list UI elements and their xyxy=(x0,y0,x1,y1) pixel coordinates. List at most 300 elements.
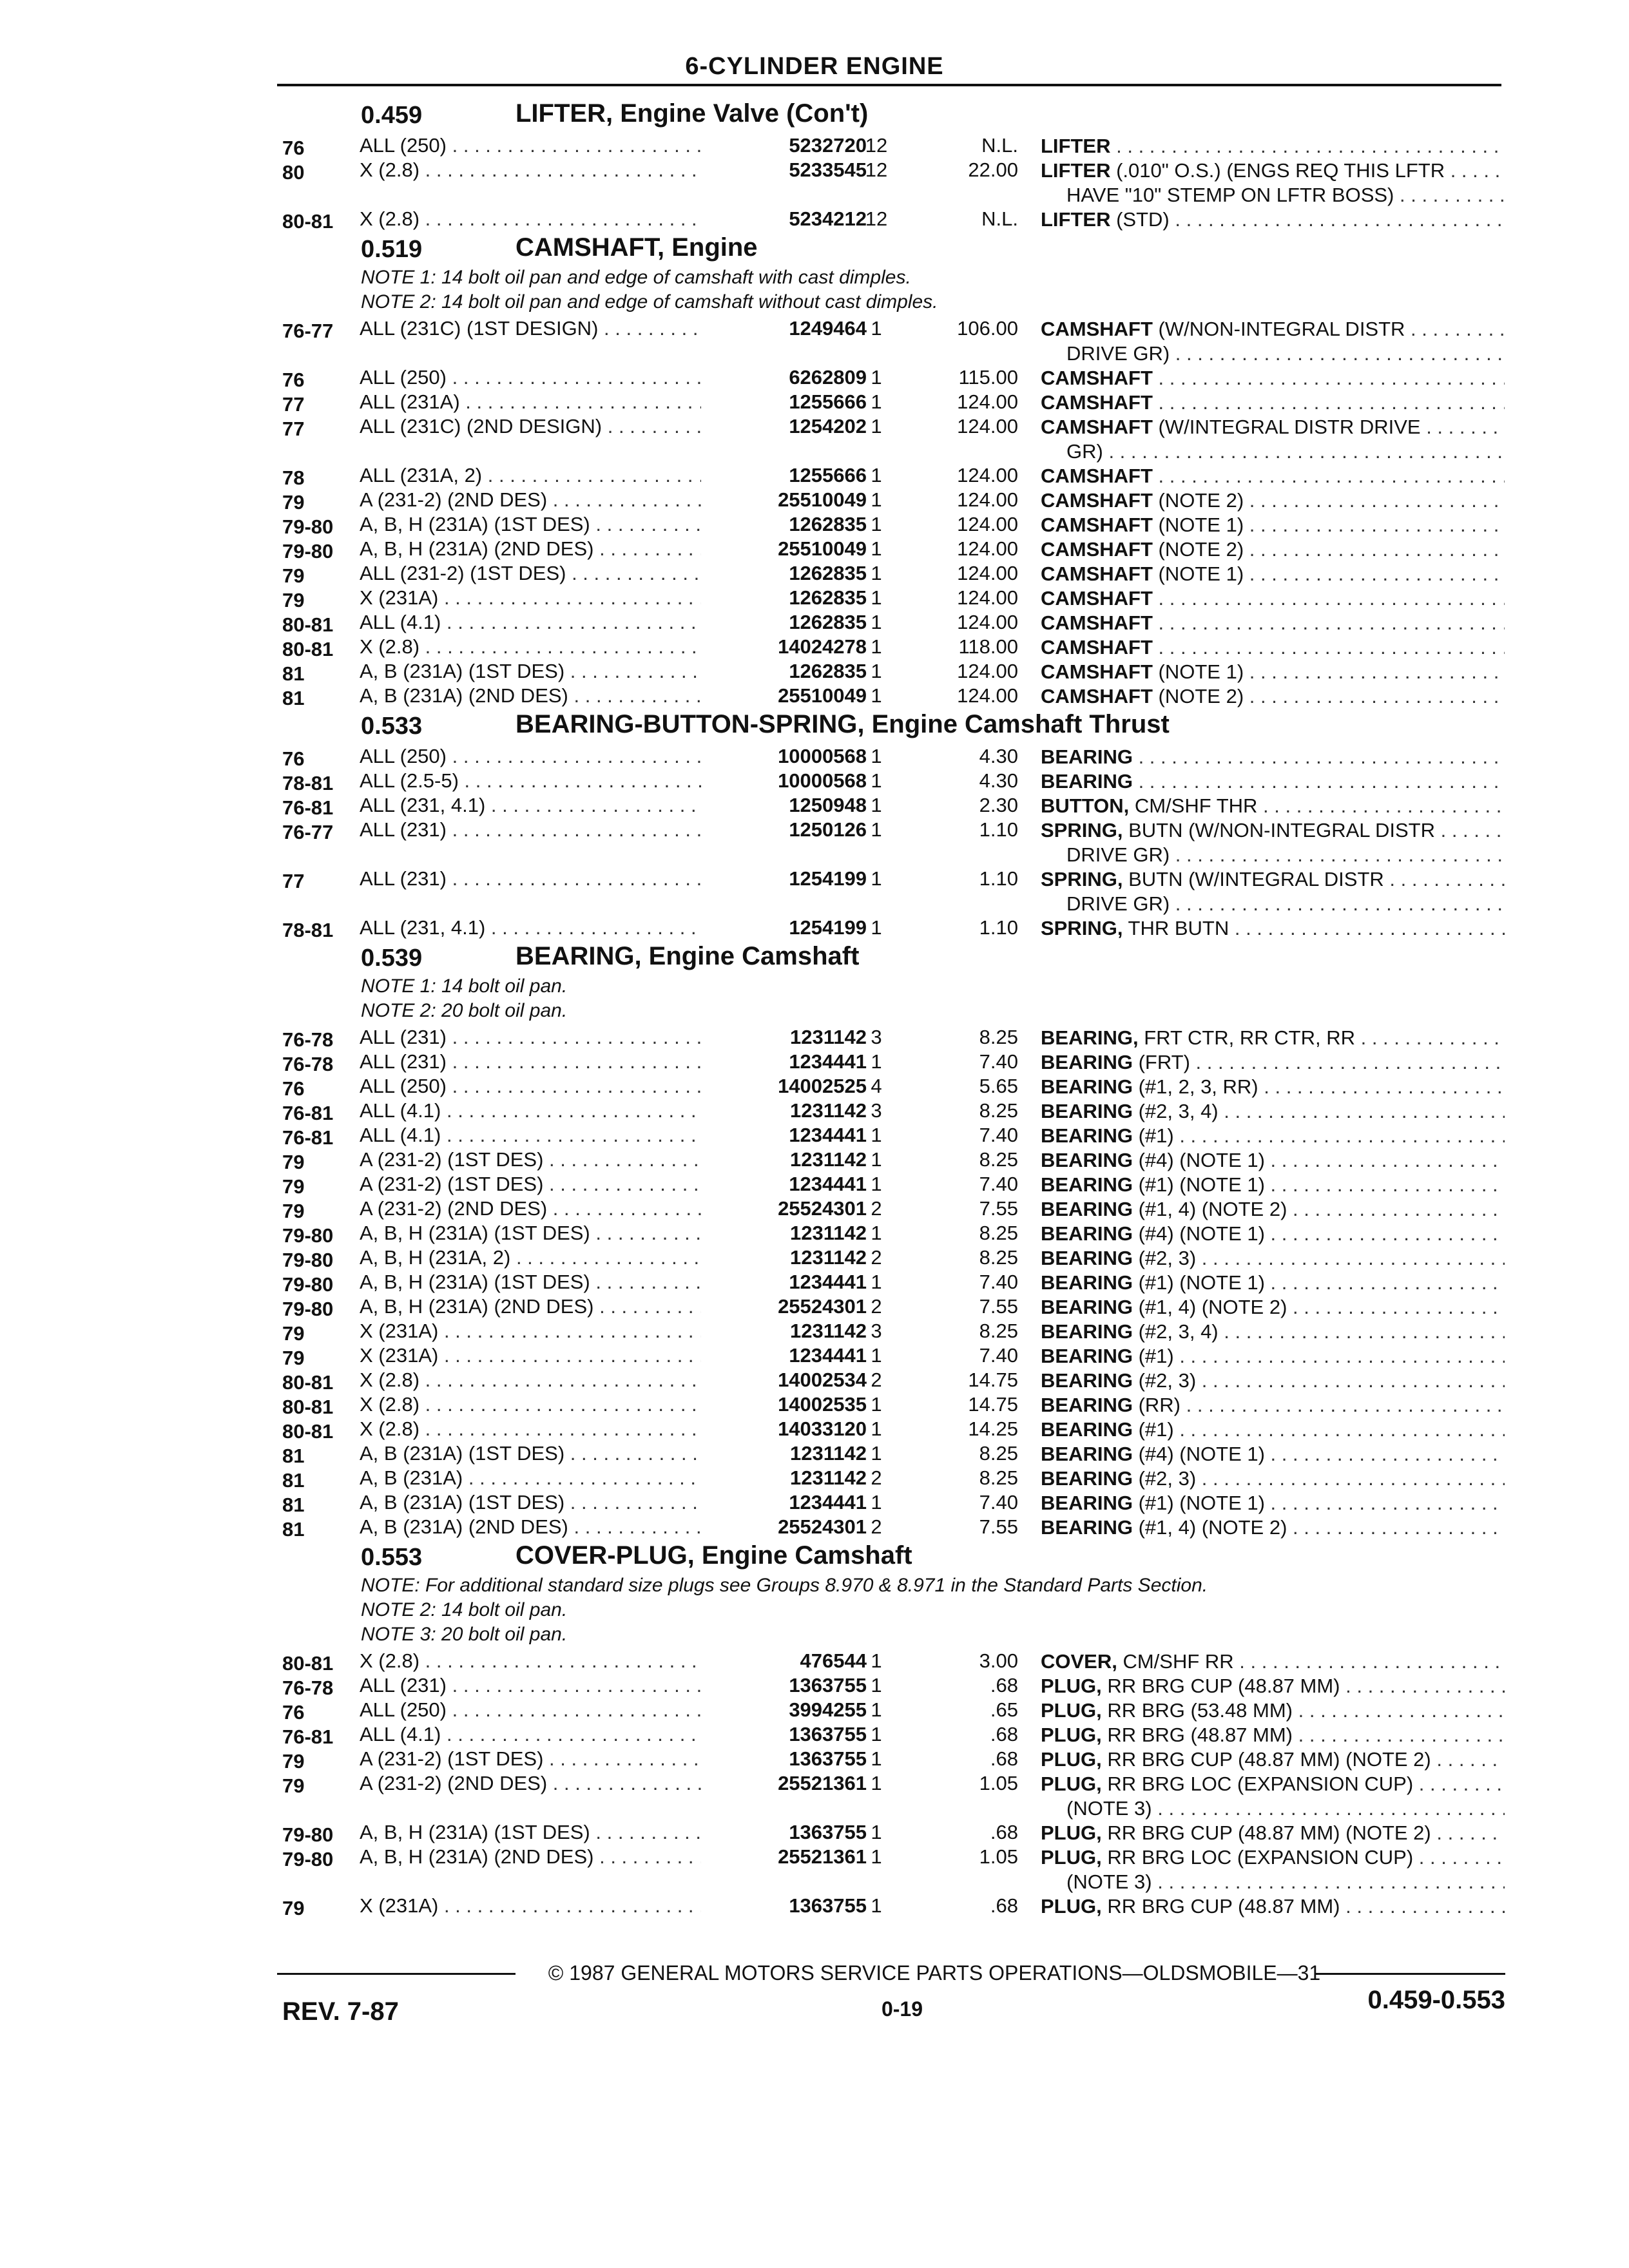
parts-row xyxy=(0,914,1629,941)
description-name: BEARING xyxy=(1041,770,1133,793)
model-year: 76-81 xyxy=(282,796,334,819)
part-description xyxy=(1041,611,1505,635)
description-line xyxy=(1041,317,1505,341)
parts-row xyxy=(0,461,1629,489)
model-year: 76-77 xyxy=(282,320,334,342)
description-name: PLUG, xyxy=(1041,1724,1102,1746)
part-number: 476544 xyxy=(800,1649,867,1672)
parts-row xyxy=(0,1341,1629,1369)
note-text: NOTE 1: 14 bolt oil pan. xyxy=(361,975,568,997)
part-description xyxy=(1041,769,1505,794)
description-detail: (#1) xyxy=(1132,1418,1174,1441)
parts-row xyxy=(0,767,1629,794)
group-header xyxy=(0,95,1629,131)
quantity: 1 xyxy=(871,1747,882,1770)
footer-rule-left xyxy=(277,1973,516,1975)
description-line xyxy=(1041,1369,1505,1393)
parts-row xyxy=(0,633,1629,660)
description-name: CAMSHAFT xyxy=(1041,562,1153,585)
model-year: 79 xyxy=(282,1175,305,1198)
parts-row xyxy=(0,1048,1629,1075)
description-name: BEARING xyxy=(1041,745,1133,768)
parts-row xyxy=(0,1023,1629,1051)
description-name: CAMSHAFT xyxy=(1041,318,1153,340)
part-description xyxy=(1041,867,1505,916)
price: 8.25 xyxy=(979,1026,1018,1048)
engine-application: A, B (231A) . . . xyxy=(360,1466,701,1490)
description-line xyxy=(1041,488,1505,513)
description-name: CAMSHAFT xyxy=(1041,636,1153,658)
description-line xyxy=(1041,1772,1505,1796)
part-number: 1363755 xyxy=(789,1747,867,1770)
price: 7.40 xyxy=(979,1491,1018,1514)
description-line xyxy=(1041,745,1505,769)
model-year: 79 xyxy=(282,1750,305,1773)
model-year: 76 xyxy=(282,747,305,770)
description-detail: RR BRG LOC (EXPANSION CUP) xyxy=(1101,1846,1414,1869)
description-detail: (#1) (NOTE 1) xyxy=(1132,1492,1265,1514)
quantity: 1 xyxy=(871,1344,882,1367)
note-text: NOTE 2: 14 bolt oil pan. xyxy=(361,1599,568,1620)
engine-application: A, B, H (231A) (2ND DES) . . . xyxy=(360,1845,701,1869)
model-year: 81 xyxy=(282,1518,305,1541)
part-description xyxy=(1041,1418,1505,1442)
part-description xyxy=(1041,207,1505,232)
parts-row xyxy=(0,1293,1629,1320)
part-description xyxy=(1041,1320,1505,1344)
model-year: 80-81 xyxy=(282,210,334,233)
model-year: 79-80 xyxy=(282,1298,334,1320)
description-name: BEARING xyxy=(1041,1443,1133,1465)
price: 3.00 xyxy=(979,1649,1018,1672)
part-number: 1231142 xyxy=(790,1466,867,1489)
description-detail: (W/NON-INTEGRAL DISTR xyxy=(1152,318,1405,340)
engine-application: X (231A) . . . xyxy=(360,1320,701,1343)
price: 14.75 xyxy=(968,1369,1018,1391)
description-line xyxy=(1041,1894,1505,1919)
price: 7.40 xyxy=(979,1124,1018,1146)
parts-row xyxy=(0,1513,1629,1541)
group-note xyxy=(0,974,1629,999)
description-name: BEARING xyxy=(1041,1100,1133,1122)
description-detail: RR BRG CUP (48.87 MM) xyxy=(1101,1675,1340,1697)
model-year: 79 xyxy=(282,491,305,514)
quantity: 1 xyxy=(871,794,882,816)
part-number: 14002534 xyxy=(778,1369,867,1391)
quantity: 4 xyxy=(871,1075,882,1097)
part-description xyxy=(1041,794,1505,818)
part-number: 1262835 xyxy=(789,562,867,584)
parts-row xyxy=(0,1464,1629,1492)
price: 1.05 xyxy=(979,1772,1018,1794)
engine-application: ALL (4.1) . . . xyxy=(360,611,701,634)
description-name: BEARING xyxy=(1041,1198,1133,1220)
engine-application: A (231-2) (1ST DES) . . . xyxy=(360,1747,701,1771)
header-rule xyxy=(277,84,1501,86)
description-detail: (#1) (NOTE 1) xyxy=(1132,1271,1265,1294)
description-name: CAMSHAFT xyxy=(1041,391,1153,414)
part-number: 5232720 xyxy=(789,134,867,157)
part-description xyxy=(1041,134,1505,159)
parts-catalog-sections xyxy=(0,95,1629,1919)
quantity: 1 xyxy=(871,1271,882,1293)
engine-application: A, B (231A) (1ST DES) . . . xyxy=(360,660,701,683)
part-description xyxy=(1041,1491,1505,1515)
description-detail: (NOTE 1) xyxy=(1152,514,1244,536)
parts-row xyxy=(0,1366,1629,1394)
engine-application: A, B, H (231A) (2ND DES) . . . xyxy=(360,1295,701,1318)
description-line xyxy=(1041,1649,1505,1674)
part-description xyxy=(1041,1698,1505,1723)
quantity: 3 xyxy=(871,1026,882,1048)
description-name: BEARING xyxy=(1041,1247,1133,1269)
quantity: 2 xyxy=(871,1295,882,1318)
group-note xyxy=(0,290,1629,314)
quantity: 2 xyxy=(871,1369,882,1391)
quantity: 1 xyxy=(871,1418,882,1440)
quantity: 1 xyxy=(871,488,882,511)
quantity: 1 xyxy=(871,660,882,682)
engine-application: A, B (231A) (1ST DES) . . . xyxy=(360,1442,701,1465)
part-description xyxy=(1041,1246,1505,1271)
quantity: 1 xyxy=(871,1821,882,1843)
part-description xyxy=(1041,1772,1505,1821)
price: 22.00 xyxy=(968,159,1018,181)
part-description xyxy=(1041,1197,1505,1222)
engine-application: ALL (231) . . . xyxy=(360,1050,701,1073)
description-name: SPRING, xyxy=(1041,917,1123,939)
quantity: 1 xyxy=(871,1845,882,1868)
engine-application: X (231A) . . . xyxy=(360,586,701,610)
engine-application: ALL (4.1) . . . xyxy=(360,1723,701,1746)
engine-application: ALL (4.1) . . . xyxy=(360,1099,701,1122)
part-description xyxy=(1041,1271,1505,1295)
engine-application: X (2.8) . . . xyxy=(360,159,701,182)
quantity: 1 xyxy=(871,1148,882,1171)
quantity: 1 xyxy=(871,867,882,890)
description-detail: RR BRG CUP (48.87 MM) xyxy=(1101,1895,1340,1917)
parts-row xyxy=(0,1671,1629,1699)
parts-row xyxy=(0,816,1629,865)
model-year: 79-80 xyxy=(282,1848,334,1870)
part-number: 1249464 xyxy=(789,317,867,340)
description-line xyxy=(1041,366,1505,390)
description-detail: (#2, 3, 4) xyxy=(1132,1100,1219,1122)
part-description xyxy=(1041,366,1505,390)
part-number: 25524301 xyxy=(778,1515,867,1538)
price: 124.00 xyxy=(957,684,1018,707)
parts-row xyxy=(0,1268,1629,1296)
price: 124.00 xyxy=(957,464,1018,486)
description-line xyxy=(1041,1320,1505,1344)
part-description xyxy=(1041,586,1505,611)
part-description xyxy=(1041,1466,1505,1491)
part-description xyxy=(1041,1674,1505,1698)
model-year: 80-81 xyxy=(282,1371,334,1394)
part-number: 1231142 xyxy=(790,1222,867,1244)
description-name: PLUG, xyxy=(1041,1895,1102,1917)
price: 7.40 xyxy=(979,1271,1018,1293)
description-line xyxy=(1041,134,1505,159)
group-note xyxy=(0,1598,1629,1622)
engine-application: A (231-2) (2ND DES) . . . xyxy=(360,1772,701,1795)
engine-application: ALL (4.1) . . . xyxy=(360,1124,701,1147)
parts-row xyxy=(0,1121,1629,1149)
group-title: BEARING-BUTTON-SPRING, Engine Camshaft Thrust xyxy=(516,710,1170,738)
quantity: 1 xyxy=(871,1894,882,1917)
part-number: 14002525 xyxy=(778,1075,867,1097)
parts-row xyxy=(0,1170,1629,1198)
price: .68 xyxy=(990,1821,1018,1843)
price: 124.00 xyxy=(957,562,1018,584)
part-number: 1231142 xyxy=(790,1320,867,1342)
description-name: BEARING xyxy=(1041,1051,1133,1073)
description-detail: BUTN (W/NON-INTEGRAL DISTR xyxy=(1123,819,1435,841)
description-detail: CM/SHF RR xyxy=(1117,1650,1234,1673)
part-description xyxy=(1041,562,1505,586)
parts-row xyxy=(0,1488,1629,1516)
engine-application: ALL (250) . . . xyxy=(360,134,701,157)
part-number: 25510049 xyxy=(778,488,867,511)
part-description xyxy=(1041,1099,1505,1124)
part-description xyxy=(1041,1393,1505,1418)
description-line xyxy=(1041,1344,1505,1369)
description-line xyxy=(1041,1515,1505,1540)
description-detail: (#1) xyxy=(1132,1124,1174,1147)
description-line xyxy=(1041,586,1505,611)
part-number: 1363755 xyxy=(789,1723,867,1745)
part-number: 1250948 xyxy=(789,794,867,816)
description-line xyxy=(1041,1821,1505,1845)
parts-row xyxy=(0,742,1629,770)
part-number: 1234441 xyxy=(789,1050,867,1073)
group-number: 0.553 xyxy=(361,1544,423,1571)
part-number: 14002535 xyxy=(778,1393,867,1416)
description-detail: (W/INTEGRAL DISTR DRIVE xyxy=(1152,416,1421,438)
price: 14.25 xyxy=(968,1418,1018,1440)
part-number: 1363755 xyxy=(789,1674,867,1696)
model-year: 79-80 xyxy=(282,515,334,538)
price: .68 xyxy=(990,1747,1018,1770)
group-title: BEARING, Engine Camshaft xyxy=(516,942,860,970)
price: 124.00 xyxy=(957,611,1018,633)
part-number: 14024278 xyxy=(778,635,867,658)
model-year: 76 xyxy=(282,1701,305,1724)
description-line xyxy=(1041,159,1505,183)
part-number: 10000568 xyxy=(778,769,867,792)
description-detail: (#4) (NOTE 1) xyxy=(1132,1222,1265,1245)
description-name: BEARING xyxy=(1041,1320,1133,1343)
description-line xyxy=(1041,390,1505,415)
part-number: 1262835 xyxy=(789,513,867,535)
description-name: BEARING xyxy=(1041,1369,1133,1392)
quantity: 1 xyxy=(871,513,882,535)
quantity: 1 xyxy=(871,684,882,707)
engine-application: A, B (231A) (2ND DES) . . . xyxy=(360,1515,701,1539)
price: 14.75 xyxy=(968,1393,1018,1416)
part-description xyxy=(1041,537,1505,562)
engine-application: ALL (231) . . . xyxy=(360,1026,701,1049)
part-description xyxy=(1041,1723,1505,1747)
model-year: 79-80 xyxy=(282,540,334,562)
engine-application: ALL (231) . . . xyxy=(360,1674,701,1697)
model-year: 76-78 xyxy=(282,1677,334,1699)
description-detail: FRT CTR, RR CTR, RR xyxy=(1138,1026,1355,1049)
price: 8.25 xyxy=(979,1148,1018,1171)
description-continuation: HAVE "10" STEMP ON LFTR BOSS) . . . xyxy=(1041,183,1505,207)
parts-row xyxy=(0,363,1629,391)
part-number: 1262835 xyxy=(789,586,867,609)
price: 8.25 xyxy=(979,1246,1018,1269)
part-description xyxy=(1041,1124,1505,1148)
price: 124.00 xyxy=(957,390,1018,413)
price: 124.00 xyxy=(957,488,1018,511)
description-line xyxy=(1041,1173,1505,1197)
parts-row xyxy=(0,1219,1629,1247)
description-name: CAMSHAFT xyxy=(1041,489,1153,512)
price: 7.55 xyxy=(979,1515,1018,1538)
description-line xyxy=(1041,1148,1505,1173)
description-detail: (#2, 3) xyxy=(1132,1467,1197,1490)
description-line xyxy=(1041,464,1505,488)
description-name: CAMSHAFT xyxy=(1041,685,1153,707)
price: .68 xyxy=(990,1674,1018,1696)
part-number: 1254199 xyxy=(789,867,867,890)
part-description xyxy=(1041,513,1505,537)
description-name: COVER, xyxy=(1041,1650,1117,1673)
description-line xyxy=(1041,1197,1505,1222)
model-year: 81 xyxy=(282,687,305,709)
parts-row xyxy=(0,1097,1629,1124)
price: 8.25 xyxy=(979,1099,1018,1122)
part-number: 1231142 xyxy=(790,1442,867,1465)
description-line xyxy=(1041,1026,1505,1050)
price: 8.25 xyxy=(979,1466,1018,1489)
price: 8.25 xyxy=(979,1320,1018,1342)
part-number: 6262809 xyxy=(789,366,867,389)
description-line xyxy=(1041,867,1505,892)
model-year: 80 xyxy=(282,161,305,184)
price: N.L. xyxy=(981,134,1018,157)
price: 7.40 xyxy=(979,1050,1018,1073)
part-description xyxy=(1041,317,1505,366)
description-line xyxy=(1041,207,1505,232)
part-number: 1250126 xyxy=(789,818,867,841)
part-number: 5234212 xyxy=(789,207,867,230)
group-range: 0.459-0.553 xyxy=(1367,1986,1505,2014)
description-line xyxy=(1041,1393,1505,1418)
quantity: 1 xyxy=(871,1723,882,1745)
parts-row xyxy=(0,156,1629,205)
description-detail: RR BRG CUP (48.87 MM) (NOTE 2) xyxy=(1101,1821,1431,1844)
parts-row xyxy=(0,131,1629,159)
quantity: 1 xyxy=(871,1222,882,1244)
description-detail: (.010" O.S.) (ENGS REQ THIS LFTR xyxy=(1110,159,1445,182)
description-line xyxy=(1041,794,1505,818)
engine-application: A, B, H (231A) (1ST DES) . . . xyxy=(360,1821,701,1844)
model-year: 79 xyxy=(282,564,305,587)
parts-row xyxy=(0,1390,1629,1418)
part-number: 1363755 xyxy=(789,1894,867,1917)
parts-row xyxy=(0,1195,1629,1222)
description-detail: (#1, 2, 3, RR) xyxy=(1132,1075,1258,1098)
description-detail: RR BRG CUP (48.87 MM) (NOTE 2) xyxy=(1101,1748,1431,1771)
description-detail: (STD) xyxy=(1110,208,1170,231)
quantity: 1 xyxy=(871,317,882,340)
price: 118.00 xyxy=(958,635,1018,658)
quantity: 1 xyxy=(871,1649,882,1672)
engine-application: X (231A) . . . xyxy=(360,1894,701,1917)
model-year: 79 xyxy=(282,1322,305,1345)
engine-application: ALL (231, 4.1) . . . xyxy=(360,916,701,939)
parts-row xyxy=(0,205,1629,233)
quantity: 1 xyxy=(871,1698,882,1721)
engine-application: ALL (231) . . . xyxy=(360,818,701,841)
part-number: 5233545 xyxy=(789,159,867,181)
quantity: 3 xyxy=(871,1099,882,1122)
engine-application: A (231-2) (1ST DES) . . . xyxy=(360,1148,701,1171)
part-description xyxy=(1041,1075,1505,1099)
group-note xyxy=(0,999,1629,1023)
description-detail: (NOTE 1) xyxy=(1152,660,1244,683)
price: .65 xyxy=(990,1698,1018,1721)
description-detail: (NOTE 1) xyxy=(1152,562,1244,585)
page-title: 6-CYLINDER ENGINE xyxy=(685,53,944,80)
group-note xyxy=(0,1573,1629,1598)
price: 4.30 xyxy=(979,745,1018,767)
price: 1.10 xyxy=(979,818,1018,841)
description-continuation: DRIVE GR) . . . xyxy=(1041,341,1505,366)
description-detail: BUTN (W/INTEGRAL DISTR xyxy=(1123,868,1384,890)
price: 8.25 xyxy=(979,1222,1018,1244)
price: 8.25 xyxy=(979,1442,1018,1465)
engine-application: X (2.8) . . . xyxy=(360,1418,701,1441)
price: 115.00 xyxy=(958,366,1018,389)
description-line xyxy=(1041,1698,1505,1723)
part-description xyxy=(1041,1747,1505,1772)
quantity: 1 xyxy=(871,562,882,584)
part-number: 25510049 xyxy=(778,684,867,707)
model-year: 80-81 xyxy=(282,1652,334,1675)
parts-row xyxy=(0,1892,1629,1919)
part-number: 1234441 xyxy=(789,1491,867,1514)
model-year: 76 xyxy=(282,137,305,159)
quantity: 12 xyxy=(865,207,888,230)
part-description xyxy=(1041,1894,1505,1919)
price: .68 xyxy=(990,1723,1018,1745)
quantity: 1 xyxy=(871,818,882,841)
description-name: BEARING xyxy=(1041,1345,1133,1367)
group-number: 0.459 xyxy=(361,102,423,129)
description-line xyxy=(1041,1222,1505,1246)
price: 1.10 xyxy=(979,867,1018,890)
quantity: 1 xyxy=(871,1442,882,1465)
model-year: 78-81 xyxy=(282,919,334,941)
description-name: BEARING xyxy=(1041,1149,1133,1171)
part-number: 1231142 xyxy=(790,1026,867,1048)
parts-row xyxy=(0,682,1629,709)
description-detail: (#2, 3, 4) xyxy=(1132,1320,1219,1343)
part-number: 25521361 xyxy=(778,1845,867,1868)
price: 5.65 xyxy=(979,1075,1018,1097)
note-text: NOTE 2: 14 bolt oil pan and edge of camshaft without cast dimples. xyxy=(361,291,938,312)
part-description xyxy=(1041,464,1505,488)
engine-application: A (231-2) (2ND DES) . . . xyxy=(360,488,701,512)
description-line xyxy=(1041,1246,1505,1271)
description-line xyxy=(1041,660,1505,684)
part-number: 25510049 xyxy=(778,537,867,560)
description-name: SPRING, xyxy=(1041,819,1123,841)
